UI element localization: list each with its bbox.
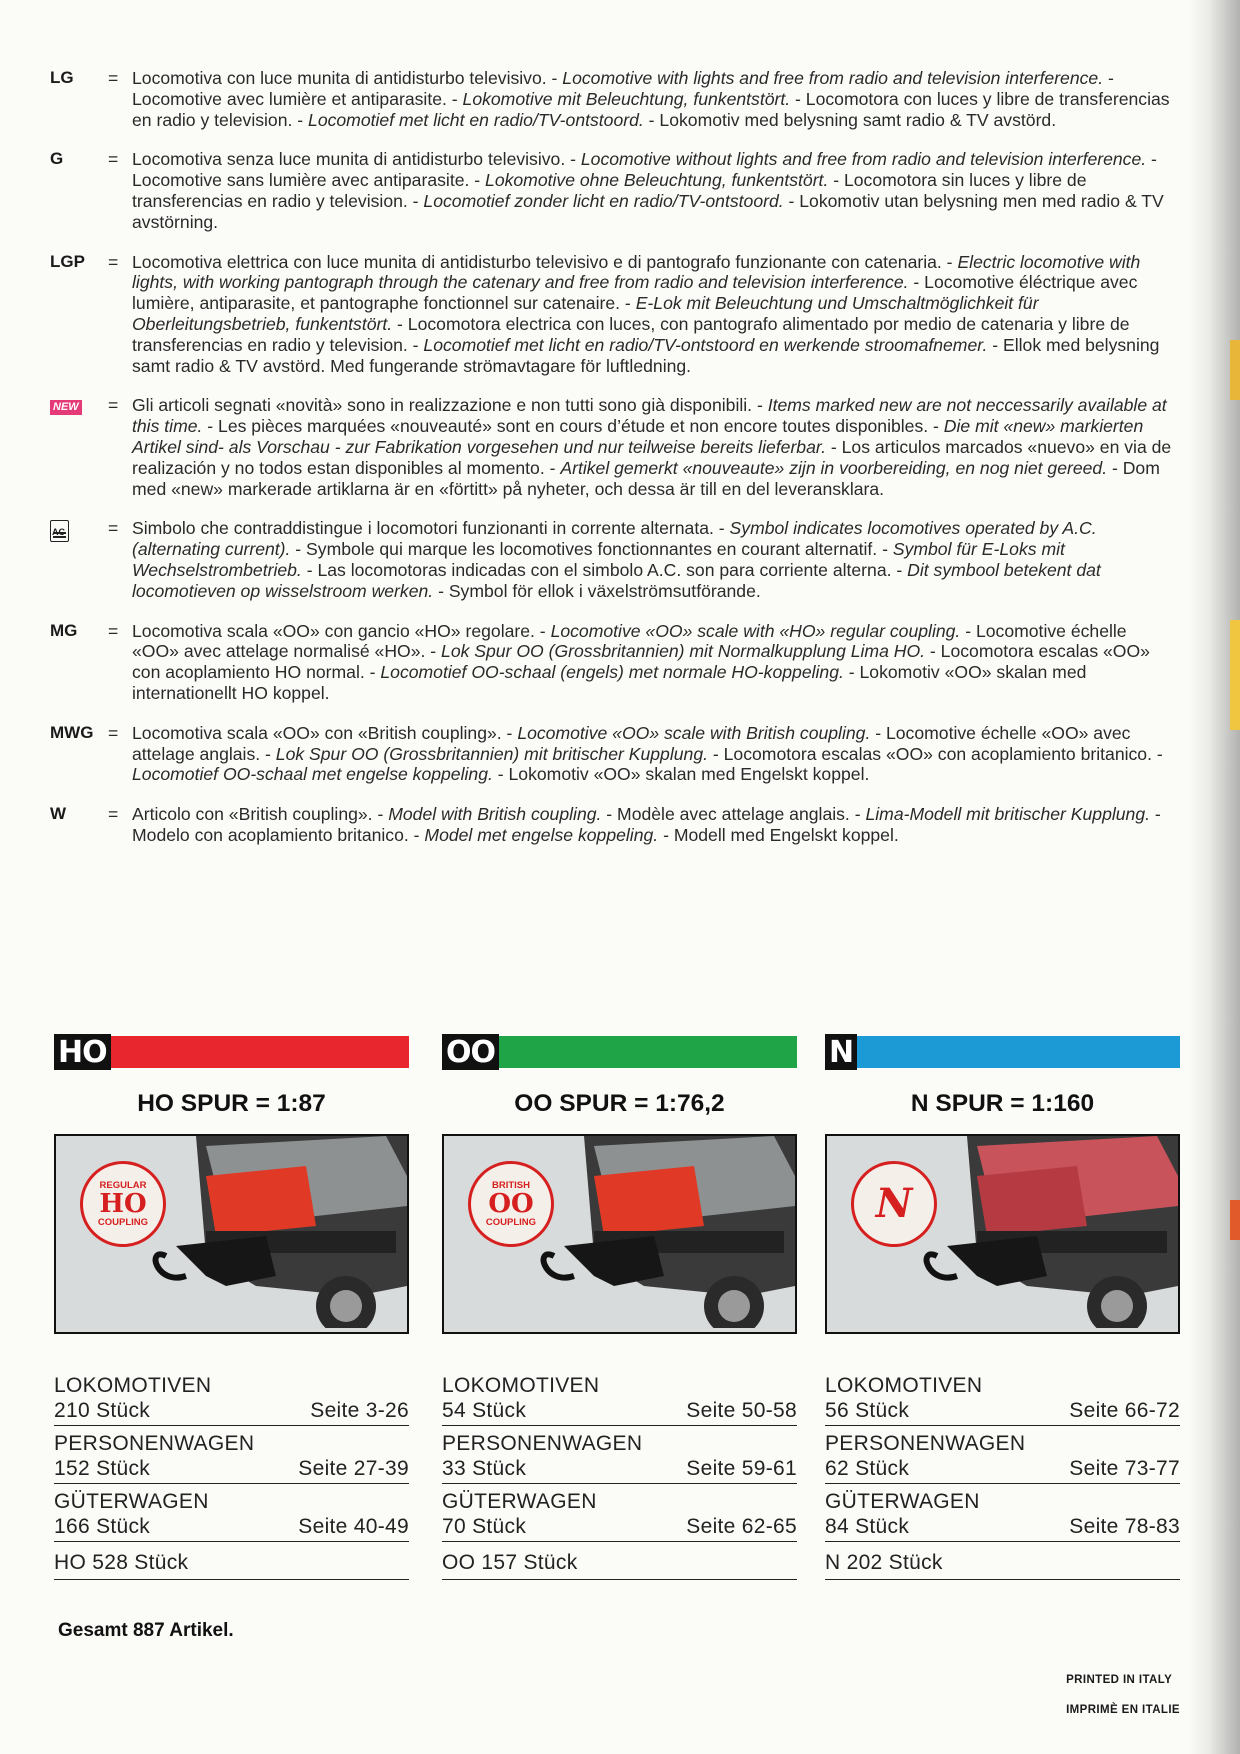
coupling-seal-badge: [851, 1161, 937, 1247]
scale-total: [54, 1542, 409, 1580]
page-range: Seite 66-72: [1069, 1399, 1180, 1422]
stock-row: [825, 1426, 1180, 1484]
coupling-photo: [442, 1134, 797, 1334]
stock-row: [54, 1426, 409, 1484]
scale-title: N SPUR = 1:160: [910, 1090, 1095, 1117]
scale-column-ho: [54, 1034, 409, 1580]
category-label: GÜTERWAGEN: [54, 1490, 209, 1513]
equals-sign: =: [108, 722, 119, 743]
category-label: LOKOMOTIVEN: [442, 1374, 600, 1397]
page-edge-shadow: [1188, 0, 1240, 1754]
page-range: Seite 73-77: [1069, 1457, 1180, 1480]
legend-description: Simbolo che contraddistingue i locomotori funzionanti in corrente alternata. - Symbol indicates locomotives operated by A.C. (alternating current). - Symbole qui marque les locomotives fonctionnantes en courant alternatif. - Symbol für E-Loks mit Wechselstrombetrieb. - Las locomotoras indicadas con el simbolo A.C. son para corriente alterna. - Dit symbool betekent dat locomotieven op wisselstroom werken. - Symbol för ellok i växelströmsutförande.: [132, 518, 1101, 601]
seal-main-text: OO: [488, 1189, 534, 1219]
stock-row: [825, 1368, 1180, 1426]
item-count: 210 Stück: [54, 1399, 151, 1422]
category-label: GÜTERWAGEN: [825, 1490, 980, 1513]
stock-summary: [54, 1368, 409, 1580]
category-label: LOKOMOTIVEN: [54, 1374, 212, 1397]
legend-row-mwg: [50, 723, 1175, 785]
scale-tag: HO: [54, 1034, 111, 1070]
stock-row: [442, 1426, 797, 1484]
equals-sign: =: [108, 149, 119, 170]
page-range: Seite 40-49: [298, 1515, 409, 1538]
legend-code: G: [50, 149, 64, 169]
printed-in-italy: PRINTED IN ITALY: [1066, 1674, 1173, 1686]
scale-title: OO SPUR = 1:76,2: [514, 1090, 725, 1117]
category-label: GÜTERWAGEN: [442, 1490, 597, 1513]
legend-description: Articolo con «British coupling». - Model with British coupling. - Modèle avec attelage anglais. - Lima-Modell mit britischer Kupplung. - Modelo con acoplamiento britanico. - Model met engelse koppeling. - Modell med Engelskt koppel.: [132, 804, 1161, 845]
equals-sign: =: [108, 804, 119, 825]
edge-tab-yellow-2: [1230, 620, 1240, 730]
ac-symbol-icon: [50, 520, 69, 542]
equals-sign: =: [108, 395, 119, 416]
stock-summary: [825, 1368, 1180, 1580]
legend-description: Gli articoli segnati «novità» sono in realizzazione e non tutti sono già disponibili. - Items marked new are not neccessarily available at this time. - Les pièces marquées «nouveauté» sont en cours d’étude et non encore toutes disponibles. - Die mit «new» markierten Artikel sind- als Vorschau - zur Fabrikation vorgesehen und nur teilweise bereits lieferbar. - Los articulos marcados «nuevo» en via de realización y no todos estan disponibles al momento. - Artikel gemerkt «nouveaute» zijn in voorbereiding, en nog niet gereed. - Dom med «new» markerade artiklarna är en «förtitt» på nyheter, och dessa är till en del leveransklara.: [132, 395, 1172, 499]
legend-code: MG: [50, 620, 78, 640]
page-range: Seite 59-61: [686, 1457, 797, 1480]
printed-notice: [1066, 1665, 1180, 1725]
item-count: 54 Stück: [442, 1399, 527, 1422]
scale-color-bar: [442, 1034, 797, 1070]
item-count: 62 Stück: [825, 1457, 910, 1480]
new-badge-icon: [50, 395, 108, 499]
item-count: 166 Stück: [54, 1515, 151, 1538]
scale-color-fill: [825, 1036, 1180, 1068]
stock-summary: [442, 1368, 797, 1580]
page-range: Seite 50-58: [686, 1399, 797, 1422]
seal-main-text: N: [875, 1180, 913, 1227]
item-count: 33 Stück: [442, 1457, 527, 1480]
equals-sign: =: [108, 68, 119, 88]
stock-row: [54, 1484, 409, 1542]
category-label: PERSONENWAGEN: [825, 1432, 1026, 1455]
scale-total: [825, 1542, 1180, 1580]
page-range: Seite 3-26: [310, 1399, 409, 1422]
stock-row: [442, 1368, 797, 1426]
legend-description: Locomotiva elettrica con luce munita di antidisturbo televisivo e di pantografo funzionante con catenaria. - Electric locomotive with lights, with working pantograph through the catenary and free from radio and television interference. - Locomotive éléctrique avec lumière, antiparasite, et pantographe fonctionnel sur catenaire. - E-Lok mit Beleuchtung und Umschaltmöglichkeit für Oberleitungsbetrieb, funkentstört. - Locomotora electrica con luces, con pantografo alimentado por medio de catenaria y libre de transferencias en radio y television. - Locomotief met licht en radio/TV-ontstoord en werkende stroomafnemer. - Ellok med belysning samt radio & TV avstörd. Med fungerande strömavtagare för luftledning.: [132, 251, 1160, 376]
scale-column-n: [825, 1034, 1180, 1580]
scale-total-text: OO 157 Stück: [442, 1551, 578, 1574]
ac-current-icon: [50, 518, 108, 601]
legend-code: MWG: [50, 722, 94, 742]
page-range: Seite 78-83: [1069, 1515, 1180, 1538]
scale-tag: OO: [442, 1034, 499, 1070]
item-count: 70 Stück: [442, 1515, 527, 1538]
scale-column-oo: [442, 1034, 797, 1580]
equals-sign: =: [108, 518, 119, 539]
seal-top-text: BRITISH: [492, 1180, 530, 1191]
scale-color-bar: [825, 1034, 1180, 1070]
category-label: PERSONENWAGEN: [442, 1432, 643, 1455]
legend-description: Locomotiva scala «OO» con «British coupling». - Locomotive «OO» scale with British coupling. - Locomotive échelle «OO» avec attelage anglais. - Lok Spur OO (Grossbritannien) mit britischer Kupplung. - Locomotora escalas «OO» con acoplamiento britanico. - Locomotief OO-schaal met engelse koppeling. - Lokomotiv «OO» skalan med Engelskt koppel.: [132, 722, 1163, 785]
legend-row-mg: [50, 621, 1175, 704]
legend-code: LG: [50, 68, 74, 87]
category-label: PERSONENWAGEN: [54, 1432, 255, 1455]
coupling-photo: [825, 1134, 1180, 1334]
legend-list: [50, 68, 1175, 865]
scale-color-bar: [54, 1034, 409, 1070]
page-range: Seite 62-65: [686, 1515, 797, 1538]
legend-row-lg: [50, 68, 1175, 130]
legend-row-g: [50, 149, 1175, 232]
edge-tab-yellow: [1230, 340, 1240, 400]
scale-total-text: HO 528 Stück: [54, 1551, 189, 1574]
legend-description: Locomotiva senza luce munita di antidisturbo televisivo. - Locomotive without lights and free from radio and television interference. - Locomotive sans lumière avec antiparasite. - Lokomotive ohne Beleuchtung, funkentstört. - Locomotora sin luces y libre de transferencias en radio y television. - Locomotief zonder licht en radio/TV-ontstoord. - Lokomotiv utan belysning men med radio & TV avstörning.: [132, 149, 1164, 232]
stock-row: [825, 1484, 1180, 1542]
legend-row-w: [50, 804, 1175, 846]
scale-total: [442, 1542, 797, 1580]
stock-row: [54, 1368, 409, 1426]
equals-sign: =: [108, 620, 119, 641]
legend-row-new: [50, 395, 1175, 499]
coupling-seal-badge: [80, 1161, 166, 1247]
legend-description: Locomotiva scala «OO» con gancio «HO» regolare. - Locomotive «OO» scale with «HO» regular coupling. - Locomotive échelle «OO» avec attelage normalisé «HO». - Lok Spur OO (Grossbritannien) mit Normalkupplung Lima HO. - Locomotora escalas «OO» con acoplamiento HO normal. - Locomotief OO-schaal (engels) met normale HO-koppeling. - Lokomotiv «OO» skalan med internationellt HO koppel.: [132, 620, 1150, 703]
legend-description: Locomotiva con luce munita di antidisturbo televisivo. - Locomotive with lights and free from radio and television interference. - Locomotive avec lumière et antiparasite. - Lokomotive mit Beleuchtung, funkentstört. - Locomotora con luces y libre de transferencias en radio y television. - Locomotief met licht en radio/TV-ontstoord. - Lokomotiv med belysning samt radio & TV avstörd.: [132, 68, 1170, 130]
seal-top-text: REGULAR: [99, 1180, 147, 1191]
scale-title: HO SPUR = 1:87: [137, 1090, 326, 1117]
coupling-photo: [54, 1134, 409, 1334]
legend-row-lgp: [50, 252, 1175, 377]
item-count: 152 Stück: [54, 1457, 151, 1480]
item-count: 56 Stück: [825, 1399, 910, 1422]
scale-tag: N: [825, 1034, 857, 1070]
grand-total: Gesamt 887 Artikel.: [58, 1620, 234, 1641]
category-label: LOKOMOTIVEN: [825, 1374, 983, 1397]
item-count: 84 Stück: [825, 1515, 910, 1538]
legend-code: W: [50, 804, 67, 824]
seal-bottom-text: COUPLING: [97, 1217, 149, 1228]
seal-bottom-text: COUPLING: [485, 1217, 537, 1228]
legend-code: LGP: [50, 251, 85, 271]
imprime-en-italie: IMPRIMÈ EN ITALIE: [1066, 1704, 1180, 1716]
edge-tab-orange: [1230, 1200, 1240, 1240]
equals-sign: =: [108, 251, 119, 272]
scale-total-text: N 202 Stück: [825, 1551, 943, 1574]
coupling-seal-badge: [468, 1161, 554, 1247]
legend-row-ac: [50, 518, 1175, 601]
seal-main-text: HO: [99, 1189, 147, 1219]
page-range: Seite 27-39: [298, 1457, 409, 1480]
stock-row: [442, 1484, 797, 1542]
new-badge-label: NEW: [50, 400, 82, 415]
